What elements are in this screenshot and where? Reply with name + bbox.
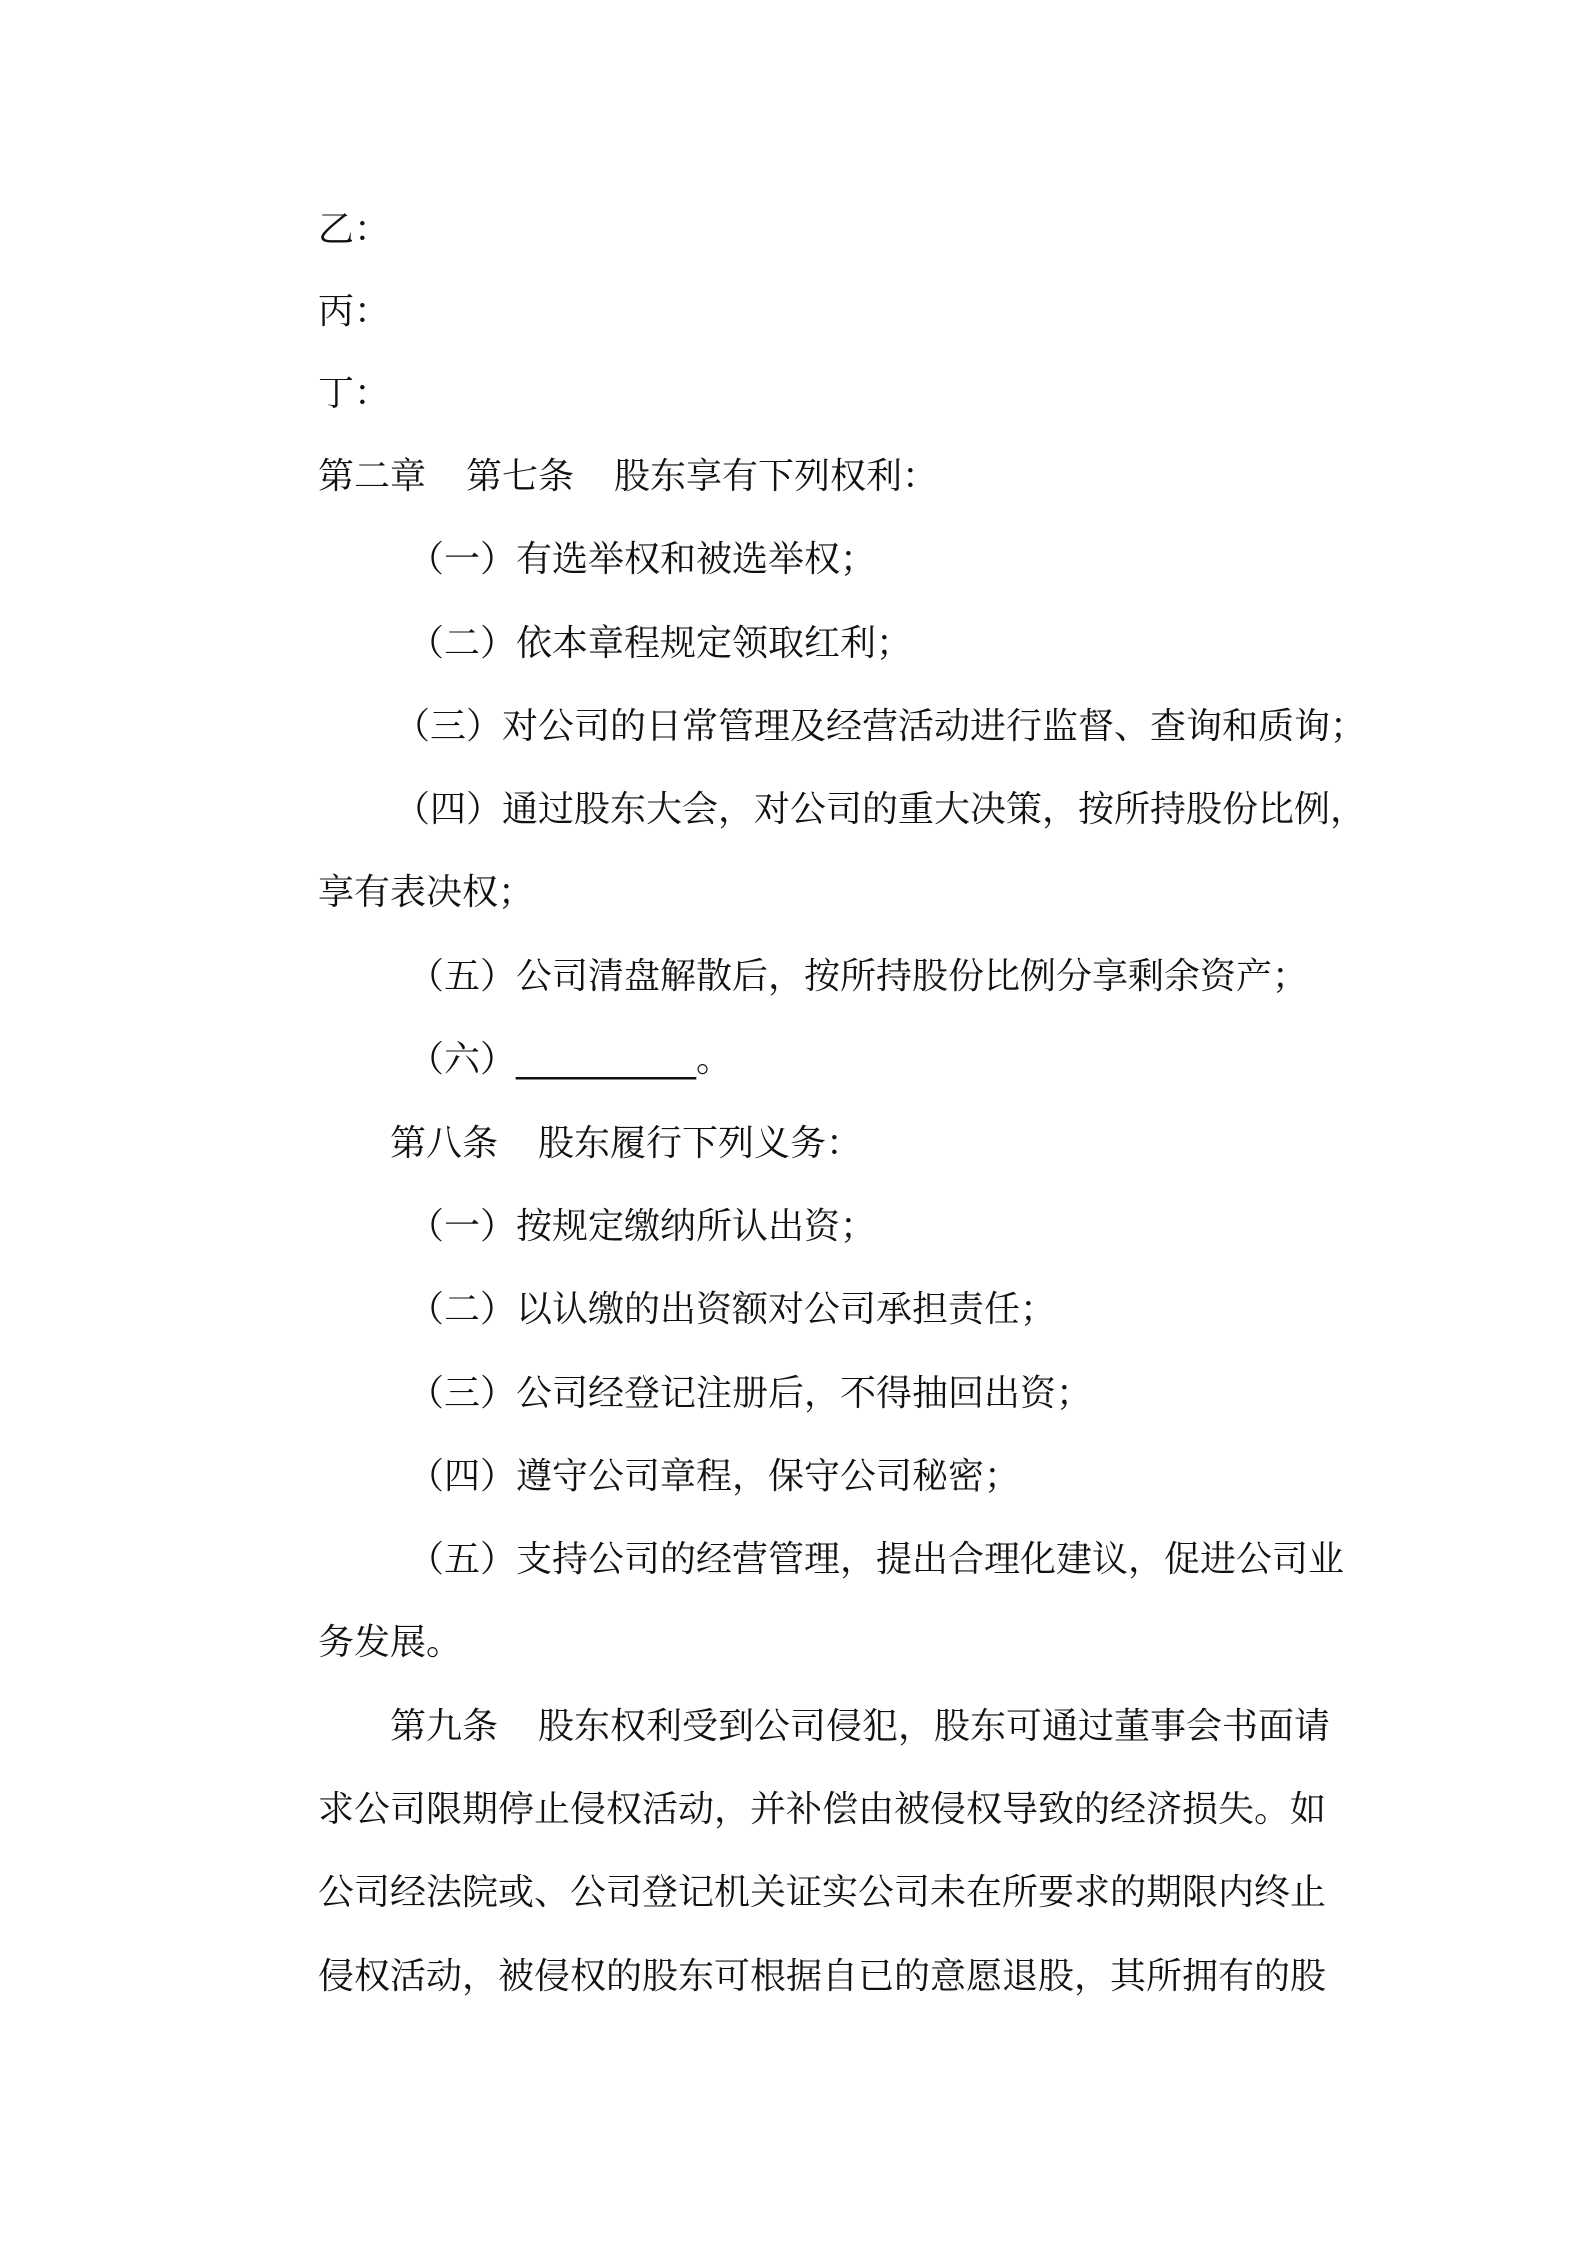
article-9-line-2: 求公司限期停止侵权活动，并补偿由被侵权导致的经济损失。如 [318,1789,1327,1830]
article-9-line-3: 公司经法院或、公司登记机关证实公司未在所要求的期限内终止 [318,1872,1327,1913]
party-bing: 丙： [318,291,391,332]
duty-item-1: （一）按规定缴纳所认出资； [408,1206,877,1247]
article-7-label: 第七条 [466,456,575,497]
right-item-2: （二）依本章程规定领取红利； [408,623,913,664]
duty-item-3: （三）公司经登记注册后，不得抽回出资； [408,1373,1093,1414]
party-yi: 乙： [318,209,391,250]
right-item-5: （五）公司清盘解散后，按所持股份比例分享剩余资产； [408,956,1309,997]
article-9-line-4: 侵权活动，被侵权的股东可根据自已的意愿退股，其所拥有的股 [318,1956,1327,1997]
right-item-3: （三）对公司的日常管理及经营活动进行监督、查询和质询； [394,706,1367,747]
duty-item-2: （二）以认缴的出资额对公司承担责任； [408,1289,1057,1330]
right-item-4-cont: 享有表决权； [318,872,535,913]
right-item-4: （四）通过股东大会，对公司的重大决策，按所持股份比例， [394,789,1367,830]
article-7-text: 股东享有下列权利： [614,456,939,497]
article-8-text: 股东履行下列义务： [538,1123,863,1164]
party-ding: 丁： [318,373,391,414]
duty-item-5: （五）支持公司的经营管理，提出合理化建议，促进公司业 [408,1539,1345,1580]
article-8-label: 第八条 [390,1123,499,1164]
article-9-label: 第九条 [390,1706,499,1747]
duty-item-4: （四）遵守公司章程，保守公司秘密； [408,1456,1021,1497]
duty-item-5-cont: 务发展。 [318,1622,463,1663]
article-9-text: 股东权利受到公司侵犯，股东可通过董事会书面请 [538,1706,1331,1747]
right-item-1: （一）有选举权和被选举权； [408,539,877,580]
right-item-6: （六）__________。 [408,1039,733,1080]
article-8-heading [390,1122,862,1166]
article-9-line-1 [390,1705,1330,1749]
article-7-heading [318,455,938,499]
chapter-label: 第二章 [318,456,427,497]
